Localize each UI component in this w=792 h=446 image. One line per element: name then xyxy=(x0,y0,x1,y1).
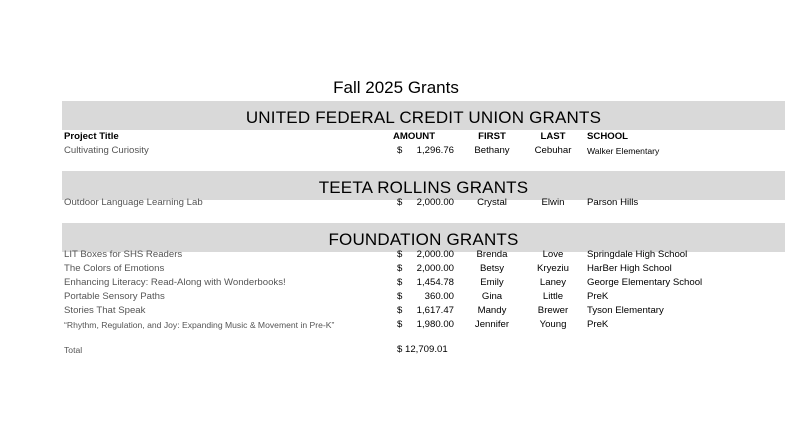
table-row xyxy=(0,248,792,262)
row-school: Tyson Elementary xyxy=(587,305,664,316)
row-title: Stories That Speak xyxy=(64,305,146,316)
row-last: Kryeziu xyxy=(537,263,569,274)
row-last: Cebuhar xyxy=(534,145,572,156)
row-last: Laney xyxy=(539,277,567,288)
section-heading-ufcu: UNITED FEDERAL CREDIT UNION GRANTS xyxy=(62,101,785,130)
row-title: Portable Sensory Paths xyxy=(64,291,165,302)
header-last: LAST xyxy=(540,131,566,142)
row-title: Outdoor Language Learning Lab xyxy=(64,197,203,208)
row-school: HarBer High School xyxy=(587,263,672,274)
row-school: George Elementary School xyxy=(587,277,703,288)
row-title: Cultivating Curiosity xyxy=(64,145,149,156)
row-first: Mandy xyxy=(477,305,507,316)
row-first: Emily xyxy=(480,277,504,288)
row-school: Parson Hills xyxy=(587,197,639,208)
row-amount: 2,000.00 xyxy=(416,197,454,208)
row-currency: $ xyxy=(397,197,403,208)
row-last: Young xyxy=(539,319,567,330)
table-row xyxy=(0,144,792,158)
row-last: Little xyxy=(542,291,564,302)
row-currency: $ xyxy=(397,319,403,330)
page-title: Fall 2025 Grants xyxy=(333,78,459,97)
row-first: Jennifer xyxy=(474,319,510,330)
row-first: Gina xyxy=(481,291,503,302)
row-last: Brewer xyxy=(537,305,569,316)
header-first: FIRST xyxy=(478,131,506,142)
row-first: Brenda xyxy=(476,249,508,260)
section-heading-teeta: TEETA ROLLINS GRANTS xyxy=(62,171,785,200)
row-currency: $ xyxy=(397,249,403,260)
row-title: The Colors of Emotions xyxy=(64,263,165,274)
table-row xyxy=(0,318,792,332)
row-currency: $ xyxy=(397,145,403,156)
row-amount: 360.00 xyxy=(424,291,454,302)
header-project-title: Project Title xyxy=(64,131,119,142)
total-row xyxy=(0,343,792,357)
row-school: Walker Elementary xyxy=(587,146,660,156)
row-amount: 2,000.00 xyxy=(416,249,454,260)
row-title: “Rhythm, Regulation, and Joy: Expanding Music & Movement in Pre-K” xyxy=(64,320,335,330)
row-school: Springdale High School xyxy=(587,249,688,260)
row-first: Crystal xyxy=(477,197,507,208)
row-amount: 1,296.76 xyxy=(416,145,454,156)
total-label: Total xyxy=(64,345,83,355)
row-amount: 1,454.78 xyxy=(416,277,454,288)
row-last: Love xyxy=(542,249,564,260)
row-first: Betsy xyxy=(480,263,504,274)
row-amount: 1,617.47 xyxy=(416,305,454,316)
row-currency: $ xyxy=(397,263,403,274)
row-school: PreK xyxy=(587,291,609,302)
table-row xyxy=(0,196,792,210)
row-currency: $ xyxy=(397,305,403,316)
row-currency: $ xyxy=(397,291,403,302)
row-title: LIT Boxes for SHS Readers xyxy=(64,249,183,260)
section-heading-foundation: FOUNDATION GRANTS xyxy=(62,223,785,252)
table-row xyxy=(0,276,792,290)
row-school: PreK xyxy=(587,319,609,330)
row-first: Bethany xyxy=(474,145,510,156)
row-amount: 1,980.00 xyxy=(416,319,454,330)
header-school: SCHOOL xyxy=(587,131,629,142)
header-amount: AMOUNT xyxy=(393,131,436,142)
column-header-row xyxy=(0,130,792,144)
total-amount: $ 12,709.01 xyxy=(397,344,448,355)
row-title: Enhancing Literacy: Read-Along with Wonderbooks! xyxy=(64,277,286,288)
row-currency: $ xyxy=(397,277,403,288)
table-row xyxy=(0,304,792,318)
row-last: Elwin xyxy=(541,197,565,208)
row-amount: 2,000.00 xyxy=(416,263,454,274)
table-row xyxy=(0,290,792,304)
table-row xyxy=(0,262,792,276)
